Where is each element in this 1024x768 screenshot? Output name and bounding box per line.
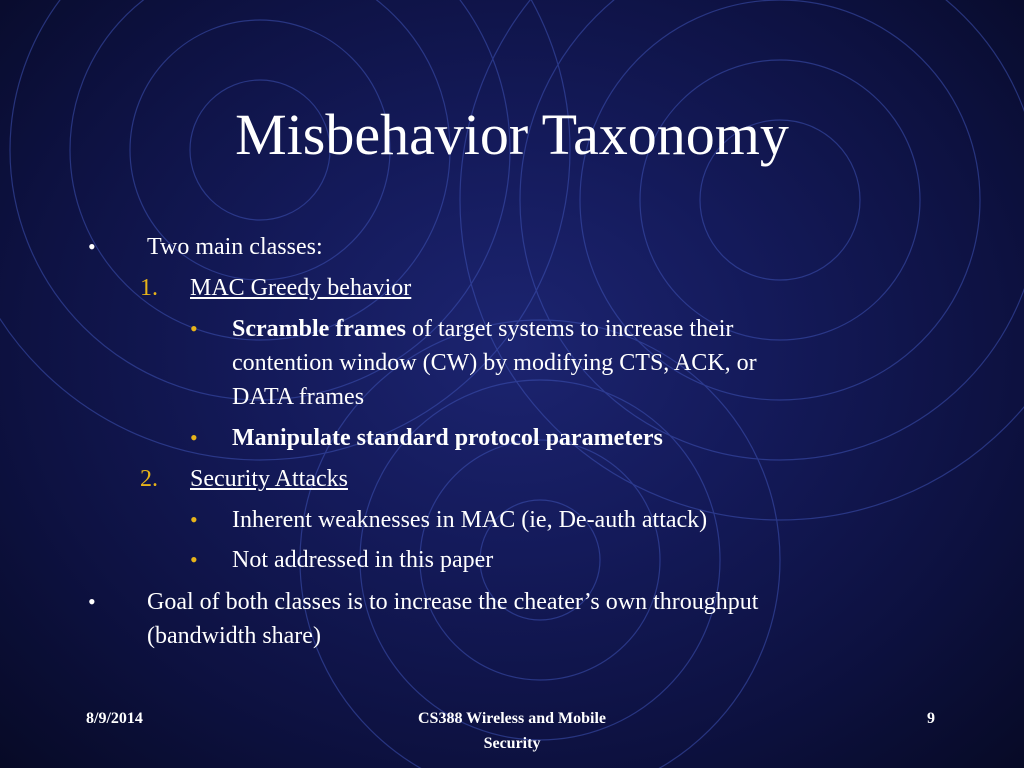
list-item-inherent-weaknesses: Inherent weaknesses in MAC (ie, De-auth attack) (232, 507, 708, 533)
list-item-scramble-frames-line2: contention window (CW) by modifying CTS, ACK, or (232, 350, 757, 376)
list-item-two-main-classes: Two main classes: (147, 234, 323, 260)
bullet-icon: • (190, 316, 198, 341)
slide-title: Misbehavior Taxonomy (235, 102, 789, 167)
list-item-mac-greedy: MAC Greedy behavior (190, 275, 412, 301)
list-item-not-addressed: Not addressed in this paper (232, 547, 494, 573)
list-item-goal-line1: Goal of both classes is to increase the cheater’s own throughput (147, 589, 759, 615)
list-item-goal-line2: (bandwidth share) (147, 623, 321, 649)
bullet-icon: • (190, 507, 198, 532)
bullet-icon: • (88, 589, 96, 614)
scramble-frames-bold: Scramble frames (232, 316, 406, 342)
list-item-scramble-frames-line1 (232, 312, 733, 346)
bullet-icon: • (88, 234, 96, 259)
list-item-scramble-frames-line3: DATA frames (232, 384, 365, 410)
footer-course-line1: CS388 Wireless and Mobile (417, 710, 607, 727)
bullet-icon: • (190, 547, 198, 572)
list-number-1: 1. (140, 275, 158, 301)
footer-course-line2: Security (483, 735, 541, 752)
footer-course (362, 706, 662, 756)
footer-page-number: 9 (927, 710, 935, 727)
list-item-security-attacks: Security Attacks (190, 466, 348, 492)
footer-date: 8/9/2014 (86, 710, 143, 727)
bullet-icon: • (190, 425, 198, 450)
scramble-frames-rest: of target systems to increase their (405, 316, 734, 342)
list-number-2: 2. (140, 466, 158, 492)
list-item-manipulate-params: Manipulate standard protocol parameters (232, 425, 663, 451)
